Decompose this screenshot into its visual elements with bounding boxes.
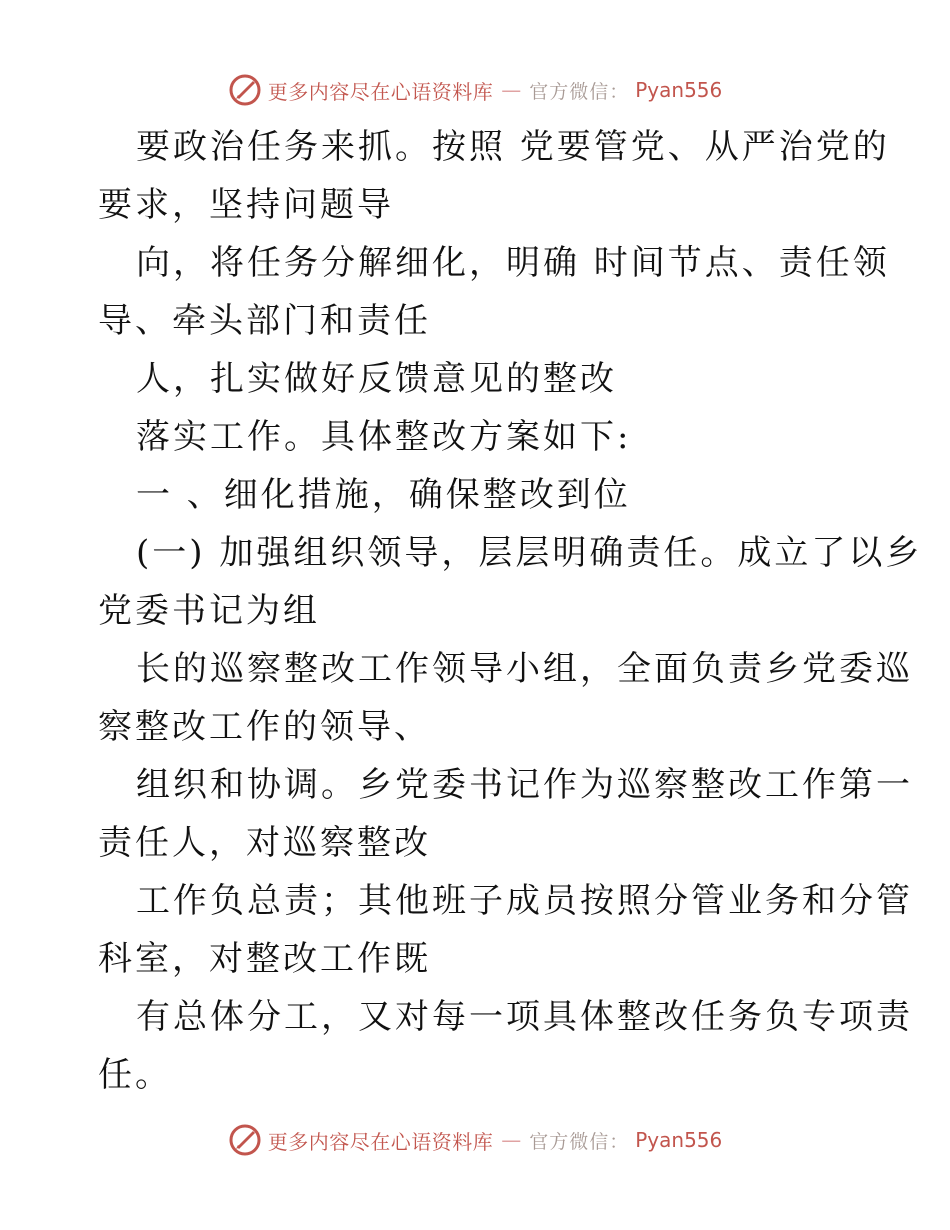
section-heading: 一 、细化措施，确保整改到位 xyxy=(136,475,631,515)
text-line: 察整改工作的领导、 xyxy=(98,707,431,747)
watermark-text: 更多内容尽在心语资料库 xyxy=(267,1129,494,1154)
text-line: 工作负总责；其他班子成员按照分管业务和分管 xyxy=(136,881,913,921)
text-line: 要政治任务来抓。按照 党要管党、从严治党的 xyxy=(136,127,890,167)
text-line: 党委书记为组 xyxy=(98,591,320,631)
text-line: 有总体分工，又对每一项具体整改任务负专项责 xyxy=(136,997,913,1037)
watermark-wechat-label: 官方微信： xyxy=(529,1130,630,1153)
text-line: 导、牵头部门和责任 xyxy=(98,301,431,341)
text-line: 要求，坚持问题导 xyxy=(98,185,394,225)
watermark-wechat-label: 官方微信： xyxy=(529,80,630,103)
header-watermark xyxy=(0,70,950,110)
watermark-dash: — xyxy=(501,78,522,102)
text-line: 落实工作。具体整改方案如下: xyxy=(136,417,632,457)
brand-logo-icon xyxy=(228,73,262,107)
watermark-text: 更多内容尽在心语资料库 xyxy=(267,79,494,104)
text-line: 责任人，对巡察整改 xyxy=(98,823,431,863)
text-line: 任。 xyxy=(98,1055,172,1095)
brand-logo-icon xyxy=(228,1123,262,1157)
subsection-heading: (一) 加强组织领导，层层明确责任。成立了以乡 xyxy=(136,533,923,573)
text-line: 向，将任务分解细化，明确 时间节点、责任领 xyxy=(136,243,890,283)
watermark-account: Pyan556 xyxy=(635,78,723,102)
text-line: 人，扎实做好反馈意见的整改 xyxy=(136,359,617,399)
text-line: 长的巡察整改工作领导小组，全面负责乡党委巡 xyxy=(136,649,913,689)
watermark-account: Pyan556 xyxy=(635,1128,723,1152)
footer-watermark xyxy=(0,1120,950,1160)
document-body xyxy=(98,118,923,1104)
text-line: 组织和协调。乡党委书记作为巡察整改工作第一 xyxy=(136,765,913,805)
text-line: 科室，对整改工作既 xyxy=(98,939,431,979)
watermark-dash: — xyxy=(501,1128,522,1152)
